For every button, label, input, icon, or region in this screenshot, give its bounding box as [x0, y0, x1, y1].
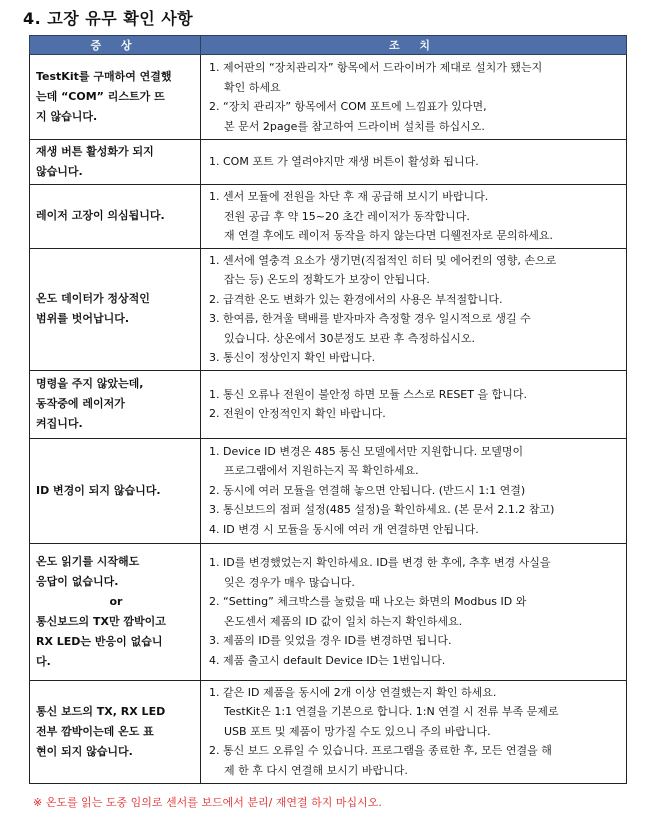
symptom-line: TestKit를 구매하여 연결했 [36, 70, 172, 83]
symptom-line: 온도 데이터가 정상적인 [36, 292, 150, 305]
symptom-cell [30, 140, 201, 185]
symptom-line: 재생 버튼 활성화가 되지 [36, 145, 154, 158]
action-line: TestKit은 1:1 연결을 기본으로 합니다. 1:N 연결 시 전류 부족 문제로 [224, 705, 559, 719]
symptom-line: 응답이 없습니다. [36, 574, 119, 588]
action-line: 전원 공급 후 약 15~20 초간 레이저가 동작합니다. [224, 209, 470, 223]
action-line: 잡는 등) 온도의 정확도가 보장이 안됩니다. [224, 273, 430, 286]
action-cell [201, 680, 627, 783]
action-cell [201, 438, 627, 543]
action-line: USB 포트 및 제품이 망가질 수도 있으니 주의 바랍니다. [224, 724, 491, 738]
action-line: 잊은 경우가 매우 많습니다. [224, 575, 355, 589]
action-line: 2. “장치 관리자” 항목에서 COM 포트에 느낌표가 있다면, [209, 100, 487, 113]
action-line: 2. 동시에 여러 모듈을 연결해 놓으면 안됩니다. (반드시 1:1 연결) [209, 483, 526, 497]
action-line: 3. 통신보드의 점퍼 설정(485 설정)을 확인하세요. (본 문서 2.1.2 참고) [209, 503, 555, 517]
symptom-cell [30, 543, 201, 680]
symptom-line: 명령을 주지 않았는데, [36, 377, 144, 390]
action-cell [201, 248, 627, 370]
table-row [30, 248, 627, 370]
action-line: 1. 센서 모듈에 전원을 차단 후 재 공급해 보시기 바랍니다. [209, 190, 489, 203]
action-line: 1. 통신 오류나 전원이 불안정 하면 모듈 스스로 RESET 을 합니다. [209, 387, 527, 401]
table-row [30, 185, 627, 249]
action-line: 3. 통신이 정상인지 확인 바랍니다. [209, 351, 376, 364]
action-line: 4. 제품 출고시 default Device ID는 1번입니다. [209, 653, 446, 667]
action-line: 1. Device ID 변경은 485 통신 모델에서만 지원합니다. 모델명이 [209, 444, 524, 458]
troubleshooting-table [29, 35, 627, 784]
symptom-line: or [109, 594, 123, 608]
action-line: 프로그램에서 지원하는지 꼭 확인하세요. [224, 464, 419, 478]
action-line: 본 문서 2page를 참고하여 드라이버 설치를 하십시오. [224, 119, 485, 133]
action-line: 1. ID를 변경했었는지 확인하세요. ID를 변경 한 후에, 추후 변경 사실을 [209, 556, 551, 569]
action-line: 제 한 후 다시 연결해 보시기 바랍니다. [224, 763, 408, 777]
action-cell [201, 370, 627, 438]
symptom-line: 지 않습니다. [36, 110, 98, 123]
table-body [30, 55, 627, 784]
table-row [30, 140, 627, 185]
table-header-row [30, 36, 627, 55]
symptom-line: 전부 깜박이는데 온도 표 [36, 724, 154, 738]
action-line: 있습니다. 상온에서 30분정도 보관 후 측정하십시오. [224, 331, 475, 345]
action-cell [201, 140, 627, 185]
action-line: 2. “Setting” 체크박스를 눌렀을 때 나오는 화면의 Modbus ID 와 [209, 595, 527, 608]
table-row [30, 680, 627, 783]
page-title: 4. 고장 유무 확인 사항 [23, 9, 194, 28]
symptom-line: 동작중에 레이저가 [36, 397, 125, 410]
symptom-line: 다. [36, 654, 51, 668]
action-line: 3. 제품의 ID를 잊었을 경우 ID를 변경하면 됩니다. [209, 634, 452, 647]
symptom-cell [30, 370, 201, 438]
action-line: 1. 제어판의 “장치관리자” 항목에서 드라이버가 제대로 설치가 됐는지 [209, 61, 543, 74]
action-line: 온도센서 제품의 ID 값이 일치 하는지 확인하세요. [224, 614, 463, 628]
action-line: 1. 같은 ID 제품을 동시에 2개 이상 연결했는지 확인 하세요. [209, 685, 497, 699]
symptom-line: 범위를 벗어납니다. [36, 312, 130, 325]
symptom-line: 않습니다. [36, 165, 83, 178]
symptom-cell [30, 680, 201, 783]
symptom-line: 는데 “COM” 리스트가 뜨 [36, 90, 165, 103]
action-line: 2. 급격한 온도 변화가 있는 환경에서의 사용은 부적절합니다. [209, 292, 503, 306]
table-row [30, 370, 627, 438]
symptom-line: RX LED는 반응이 없습니 [36, 634, 163, 648]
symptom-cell [30, 55, 201, 140]
action-cell [201, 543, 627, 680]
table-row [30, 543, 627, 680]
table-row [30, 438, 627, 543]
symptom-cell [30, 185, 201, 249]
symptom-cell [30, 248, 201, 370]
action-line: 3. 한여름, 한겨울 택배를 받자마자 측정할 경우 일시적으로 생길 수 [209, 312, 531, 325]
action-line: 확인 하세요 [224, 80, 281, 94]
header-symptom: 증 상 [30, 36, 201, 55]
symptom-line: 온도 읽기를 시작해도 [36, 554, 140, 568]
symptom-line: 켜집니다. [36, 417, 83, 430]
action-line: 4. ID 변경 시 모듈을 동시에 여러 개 연결하면 안됩니다. [209, 522, 479, 536]
symptom-cell [30, 438, 201, 543]
action-cell [201, 55, 627, 140]
action-line: 1. 센서에 열충격 요소가 생기면(직접적인 히터 및 에어컨의 영향, 손으로 [209, 253, 557, 267]
header-action: 조 치 [201, 36, 627, 55]
symptom-line: 현이 되지 않습니다. [36, 744, 133, 758]
symptom-line: 통신보드의 TX만 깜박이고 [36, 614, 166, 628]
action-line: 재 연결 후에도 레이저 동작을 하지 않는다면 디웰전자로 문의하세요. [224, 229, 553, 242]
action-line: 2. 통신 보드 오류일 수 있습니다. 프로그램을 종료한 후, 모든 연결을 해 [209, 744, 552, 758]
action-line: 1. COM 포트 가 열려야지만 재생 버튼이 활성화 됩니다. [209, 155, 479, 169]
symptom-line: ID 변경이 되지 않습니다. [36, 483, 161, 497]
table-row [30, 55, 627, 140]
symptom-line: 레이저 고장이 의심됩니다. [36, 209, 165, 223]
action-line: 2. 전원이 안정적인지 확인 바랍니다. [209, 407, 386, 420]
warning-note: ※ 온도를 읽는 도중 임의로 센서를 보드에서 분리/ 재연결 하지 마십시오. [33, 796, 382, 809]
action-cell [201, 185, 627, 249]
symptom-line: 통신 보드의 TX, RX LED [36, 704, 166, 718]
